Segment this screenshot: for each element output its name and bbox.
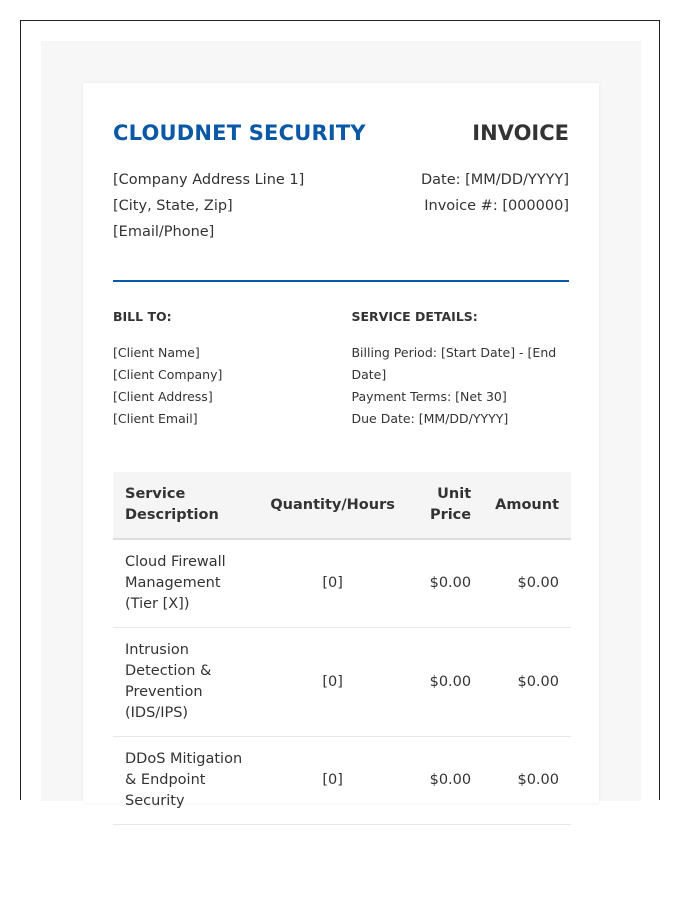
table-row	[113, 737, 571, 825]
client-name: [Client Name]	[113, 345, 200, 360]
service-description: Intrusion Detection & Prevention (IDS/IPS)	[113, 628, 258, 737]
header-quantity: Quantity/Hours	[258, 472, 407, 539]
bill-to-section	[113, 306, 351, 430]
table-continuation	[113, 825, 569, 865]
service-details-heading: SERVICE DETAILS:	[351, 309, 478, 324]
quantity-cell: [0]	[258, 737, 407, 825]
company-city-line: [City, State, Zip]	[113, 198, 233, 214]
line-items-table	[113, 472, 571, 825]
address-row	[113, 167, 569, 245]
invoice-date: Date: [MM/DD/YYYY]	[420, 172, 569, 188]
company-address-line: [Company Address Line 1]	[113, 172, 305, 188]
service-details-section	[351, 306, 569, 430]
quantity-cell: [0]	[258, 539, 407, 628]
table-row	[113, 628, 571, 737]
document-frame	[20, 20, 660, 809]
header-unit-price: Unit Price	[407, 472, 483, 539]
due-date: Due Date: [MM/DD/YYYY]	[351, 411, 509, 426]
service-description: DDoS Mitigation & Endpoint Security	[113, 737, 258, 825]
client-email: [Client Email]	[113, 411, 198, 426]
client-address: [Client Address]	[113, 389, 213, 404]
header-divider	[113, 280, 569, 282]
company-contact-line: [Email/Phone]	[113, 224, 215, 240]
company-address	[113, 167, 304, 245]
invoice-meta	[421, 167, 569, 245]
client-company: [Client Company]	[113, 367, 223, 382]
invoice-number: Invoice #: [000000]	[424, 198, 569, 214]
service-description: Cloud Firewall Management (Tier [X])	[113, 539, 258, 628]
payment-terms: Payment Terms: [Net 30]	[351, 389, 507, 404]
amount-cell: $0.00	[483, 539, 571, 628]
header-amount: Amount	[483, 472, 571, 539]
table-header-row	[113, 472, 571, 539]
invoice-header	[113, 119, 569, 147]
table-row	[113, 539, 571, 628]
quantity-cell: [0]	[258, 628, 407, 737]
billing-period: Billing Period: [Start Date] - [End Date]	[351, 345, 557, 382]
amount-cell: $0.00	[483, 628, 571, 737]
header-service-description: Service Description	[113, 472, 258, 539]
unit-price-cell: $0.00	[407, 539, 483, 628]
billing-info	[113, 306, 569, 430]
unit-price-cell: $0.00	[407, 628, 483, 737]
unit-price-cell: $0.00	[407, 737, 483, 825]
bill-to-heading: BILL TO:	[113, 309, 172, 324]
invoice-sheet	[83, 83, 599, 809]
page-canvas	[41, 41, 641, 809]
amount-cell: $0.00	[483, 737, 571, 825]
company-name: CLOUDNET SECURITY	[113, 121, 366, 145]
invoice-title: INVOICE	[472, 121, 569, 145]
